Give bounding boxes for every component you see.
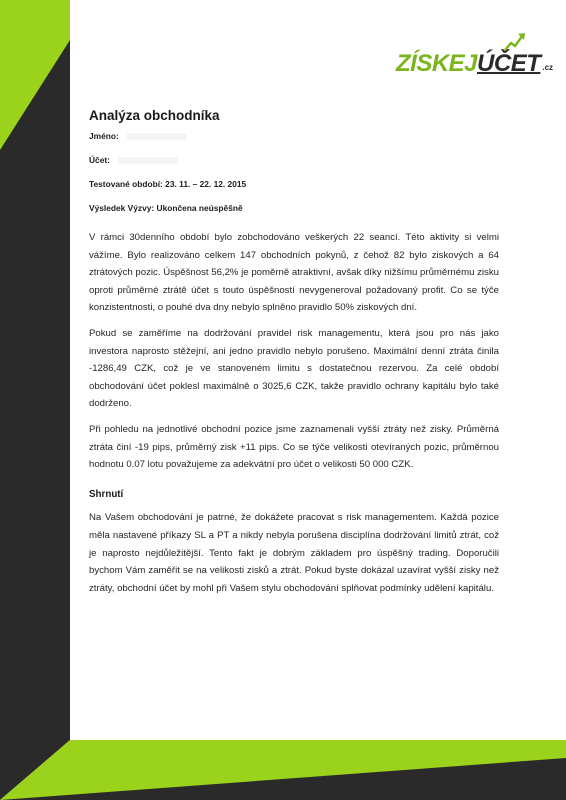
trader-name-label: Jméno:	[89, 131, 119, 141]
summary-heading: Shrnutí	[89, 488, 124, 500]
account-redacted	[118, 157, 178, 164]
logo-domain-suffix: .cz	[542, 63, 554, 72]
summary-paragraph: Na Vašem obchodování je patrné, že dokážete pracovat s risk managementem. Každá pozice měla nastavené příkazy SL a PT a nikdy nebyla porušena disciplína dodržování limitů ztrát, což je naprosto nejdůležitější. Tento fakt je dobrým základem pro úspěšný trading. Doporučili bychom Vám zaměřit se na velikosti zisků a ztrát. Pokud byste dokázal uzavírat vyšší zisky než ztráty, obchodní účet by mohl při Vašem stylu obchodování splňovat podmínky udělení kapitálu.	[89, 512, 499, 594]
logo-text-part2: ÚČET	[477, 50, 541, 77]
challenge-result-field	[89, 202, 499, 215]
tested-period-label: Testované období:	[89, 179, 163, 189]
tested-period-value: 23. 11. – 22. 12. 2015	[165, 179, 247, 189]
report-title: Analýza obchodníka	[89, 108, 220, 123]
trend-arrow-icon	[504, 32, 526, 52]
account-field	[89, 154, 499, 167]
account-label: Účet:	[89, 155, 110, 165]
paragraph-risk-management: Pokud se zaměříme na dodržování pravidel risk managementu, která jsou pro nás jako investora naprosto stěžejní, ani jedno pravidlo nebylo porušeno. Maximální denní ztráta činila -1286,49 CZK, což je ve stanoveném limitu s dostatečnou rezervou. Za celé období obchodování účet poklesl maximálně o 3025,6 CZK, takže pravidlo ochrany kapitálu bylo také dodrženo.	[89, 327, 499, 410]
paragraph-positions: Při pohledu na jednotlivé obchodní pozice jsme zaznamenali vyšší ztráty než zisky. Průměrná ztráta činí -19 pips, průměrný zisk +11 pips. Co se týče velikosti otevíraných pozic, průměrnou hodnotu 0.07 lotu považujeme za adekvátní pro účet o velikosti 50 000 CZK.	[89, 423, 499, 471]
left-dark-stripe	[0, 40, 70, 800]
brand-logo	[396, 36, 554, 77]
logo-text-part1: ZÍSKEJ	[396, 50, 478, 77]
paragraph-activity: V rámci 30denního období bylo zobchodováno veškerých 22 seancí. Této aktivity si velmi vážíme. Bylo realizováno celkem 147 obchodních pokynů, z čehož 82 bylo ziskových a 64 ztrátových pozic. Úspěšnost 56,2% je poměrně atraktivní, avšak díky nižšímu průměrnému zisku oproti průměrné ztrátě účet s touto úspěšností nevygeneroval požadovaný profit. Co se týče konzistentnosti, o pouhé dva dny nebylo splněno pravidlo 50% ziskových dní.	[89, 232, 499, 314]
trader-name-redacted	[127, 133, 187, 140]
challenge-result-value: Ukončena neúspěšně	[156, 203, 243, 213]
report-content	[89, 108, 499, 605]
tested-period-field	[89, 178, 499, 191]
challenge-result-label: Výsledek Výzvy:	[89, 203, 155, 213]
trader-name-field	[89, 130, 499, 143]
